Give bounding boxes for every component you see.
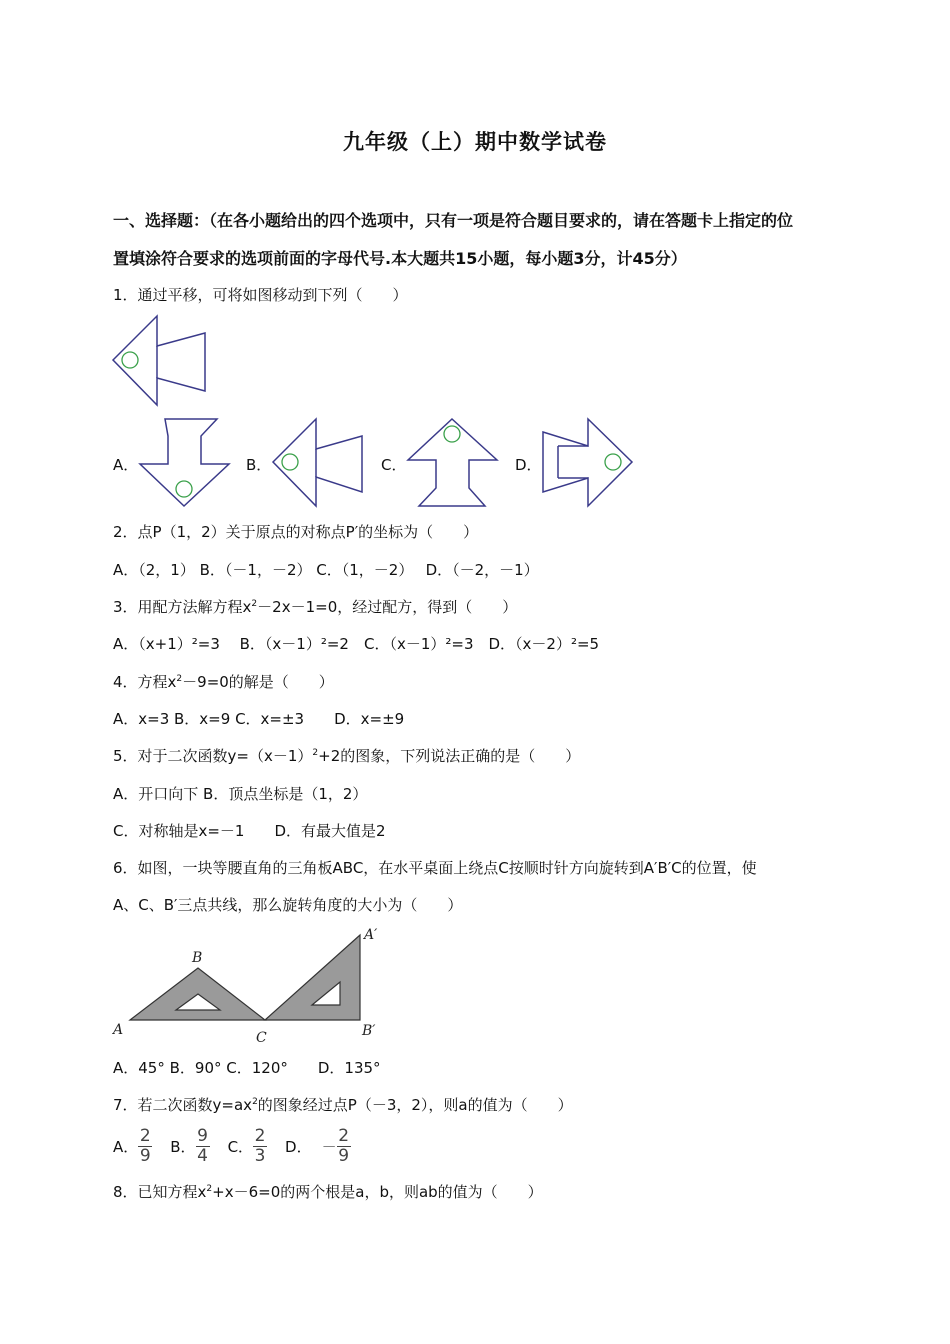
q7-option-c-label: C． [227, 1137, 254, 1156]
q6-triangle-figure [110, 922, 390, 1047]
q5-options-cd: C．对称轴是x=－1 D．有最大值是2 [113, 822, 386, 840]
q1-option-d-label: D． [515, 456, 542, 474]
q7-option-d-fraction: $\frac{2}{9}$ [338, 1125, 350, 1166]
q6-stem-line2: A、C、B′三点共线，那么旋转角度的大小为（ ） [113, 896, 463, 914]
q6-label-a-prime: A′ [364, 927, 378, 943]
q2-options: A．（2，1） B．（－1，－2） C．（1，－2） D．（－2，－1） [113, 561, 539, 579]
q6-options: A．45° B．90° C．120° D．135° [113, 1059, 381, 1077]
q1-option-c-label: C． [381, 456, 407, 474]
q6-label-a: A [113, 1022, 124, 1038]
q7-option-a-fraction: $\frac{2}{9}$ [139, 1125, 151, 1166]
q7-option-c-fraction: $\frac{2}{3}$ [254, 1125, 266, 1166]
q1-stem: 1．通过平移，可将如图移动到下列（ ） [113, 286, 408, 304]
q8-stem: 8．已知方程$x^2+x-6=0$的两个根是a，b，则ab的值为（ ） [113, 1183, 543, 1201]
q5-options-ab: A．开口向下 B．顶点坐标是（1，2） [113, 785, 368, 803]
q7-option-d-sign: － [321, 1137, 337, 1156]
q3-options: A．（x+1）²=3 B．（x－1）²=2 C．（x－1）²=3 D．（x－2）²=5 [113, 635, 600, 653]
q1-option-b-figure [270, 416, 365, 508]
q4-stem: 4．方程$x^2-9=0$的解是（ ） [113, 673, 334, 691]
q1-original-figure [110, 313, 210, 408]
q2-stem: 2．点P（1，2）关于原点的对称点P′的坐标为（ ） [113, 523, 479, 541]
q1-option-a-label: A． [113, 456, 139, 474]
q7-option-a-label: A． [113, 1137, 139, 1156]
q4-options: A．x=3 B．x=9 C．x=±3 D．x=±9 [113, 710, 405, 728]
q7-option-d-label: D． [285, 1137, 312, 1156]
q6-label-b-prime: B′ [362, 1023, 376, 1039]
q1-option-c-figure [405, 416, 500, 508]
q3-stem: 3．用配方法解方程$x^2-2x-1=0$，经过配方，得到（ ） [113, 598, 518, 616]
q6-label-b: B [192, 950, 203, 966]
q7-stem: 7．若二次函数$y=ax^2$的图象经过点P（－3，2），则a的值为（ ） [113, 1096, 573, 1114]
q7-options [113, 1124, 351, 1168]
q6-stem-line1: 6．如图，一块等腰直角的三角板ABC，在水平桌面上绕点C按顺时针方向旋转到A′B′C的位置，使 [113, 859, 757, 877]
q1-option-a-figure [137, 416, 232, 508]
q7-option-b-label: B． [170, 1137, 196, 1156]
q7-option-b-fraction: $\frac{9}{4}$ [197, 1125, 208, 1166]
q6-label-c: C [256, 1030, 267, 1046]
section-heading-line2: 置填涂符合要求的选项前面的字母代号.本大题共15小题，每小题3分，计45分） [113, 249, 687, 268]
q1-option-d-figure [540, 416, 635, 508]
q5-stem: 5．对于二次函数$y=(x-1)^2+2$的图象，下列说法正确的是（ ） [113, 747, 581, 765]
q1-option-b-label: B． [246, 456, 272, 474]
page-title: 九年级（上）期中数学试卷 [343, 130, 607, 154]
section-heading-line1: 一、选择题：（在各小题给出的四个选项中，只有一项是符合题目要求的，请在答题卡上指定的位 [113, 211, 794, 230]
